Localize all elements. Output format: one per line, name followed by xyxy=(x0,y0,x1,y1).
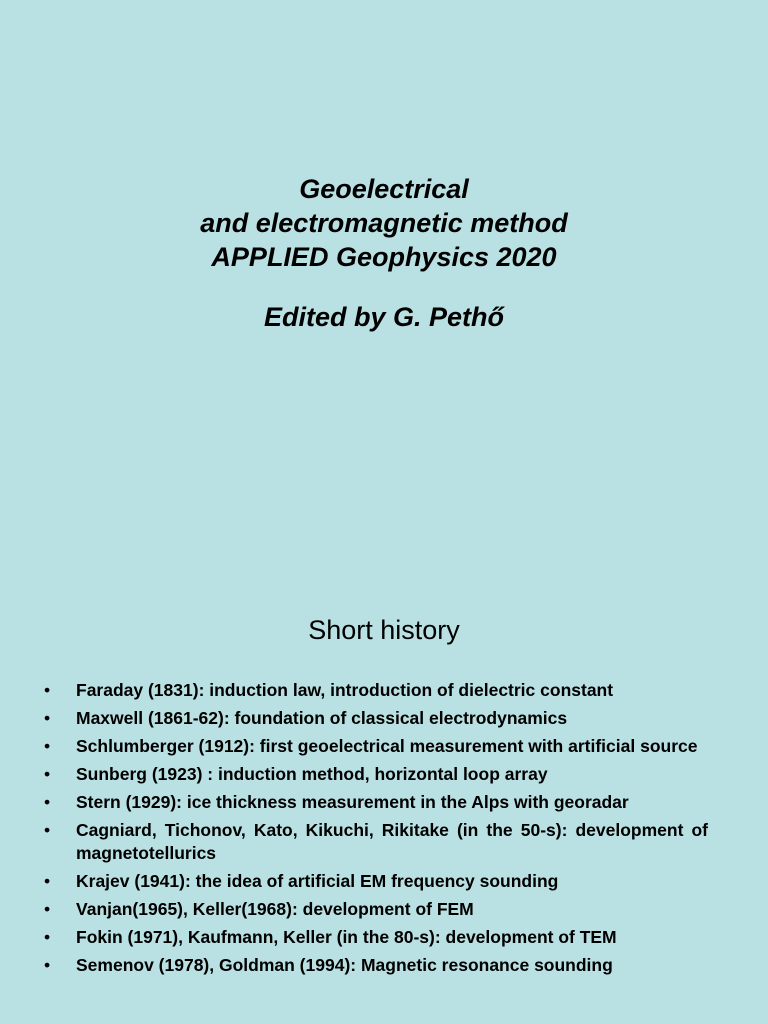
list-item xyxy=(44,819,708,865)
bullet-icon: • xyxy=(44,708,51,728)
list-item-text: Vanjan(1965), Keller(1968): development of FEM xyxy=(76,899,474,919)
editor-credit: Edited by G. Pethő xyxy=(263,302,505,332)
bullet-icon: • xyxy=(44,764,51,784)
list-item xyxy=(44,870,708,893)
history-list xyxy=(44,679,708,982)
list-item xyxy=(44,954,708,977)
list-item xyxy=(44,735,708,758)
list-item xyxy=(44,926,708,949)
bullet-icon: • xyxy=(44,871,51,891)
section-heading: Short history xyxy=(308,615,460,645)
list-item xyxy=(44,679,708,702)
list-item-text: Fokin (1971), Kaufmann, Keller (in the 80-s): development of TEM xyxy=(76,927,617,947)
list-item-text: Sunberg (1923) : induction method, horizontal loop array xyxy=(76,764,548,784)
list-item xyxy=(44,707,708,730)
bullet-icon: • xyxy=(44,899,51,919)
title-line-2: and electromagnetic method xyxy=(200,208,568,238)
list-item xyxy=(44,898,708,921)
bullet-icon: • xyxy=(44,955,51,975)
list-item-text: Maxwell (1861-62): foundation of classical electrodynamics xyxy=(76,708,568,728)
list-item xyxy=(44,763,708,786)
title-line-1: Geoelectrical xyxy=(299,174,469,204)
bullet-icon: • xyxy=(44,680,51,700)
list-item-text: Schlumberger (1912): first geoelectrical measurement with artificial source xyxy=(76,736,698,756)
document-title xyxy=(0,172,768,274)
bullet-icon: • xyxy=(44,820,51,840)
list-item-text: Faraday (1831): induction law, introduction of dielectric constant xyxy=(76,680,614,700)
bullet-icon: • xyxy=(44,792,51,812)
list-item-text: Cagniard, Tichonov, Kato, Kikuchi, Rikitake (in the 50-s): development of magnetotellurics xyxy=(76,820,708,863)
list-item-text: Stern (1929): ice thickness measurement in the Alps with georadar xyxy=(76,792,629,812)
bullet-icon: • xyxy=(44,927,51,947)
list-item-text: Krajev (1941): the idea of artificial EM frequency sounding xyxy=(76,871,559,891)
list-item-text: Semenov (1978), Goldman (1994): Magnetic resonance sounding xyxy=(76,955,613,975)
list-item xyxy=(44,791,708,814)
bullet-icon: • xyxy=(44,736,51,756)
title-line-3: APPLIED Geophysics 2020 xyxy=(211,242,557,272)
